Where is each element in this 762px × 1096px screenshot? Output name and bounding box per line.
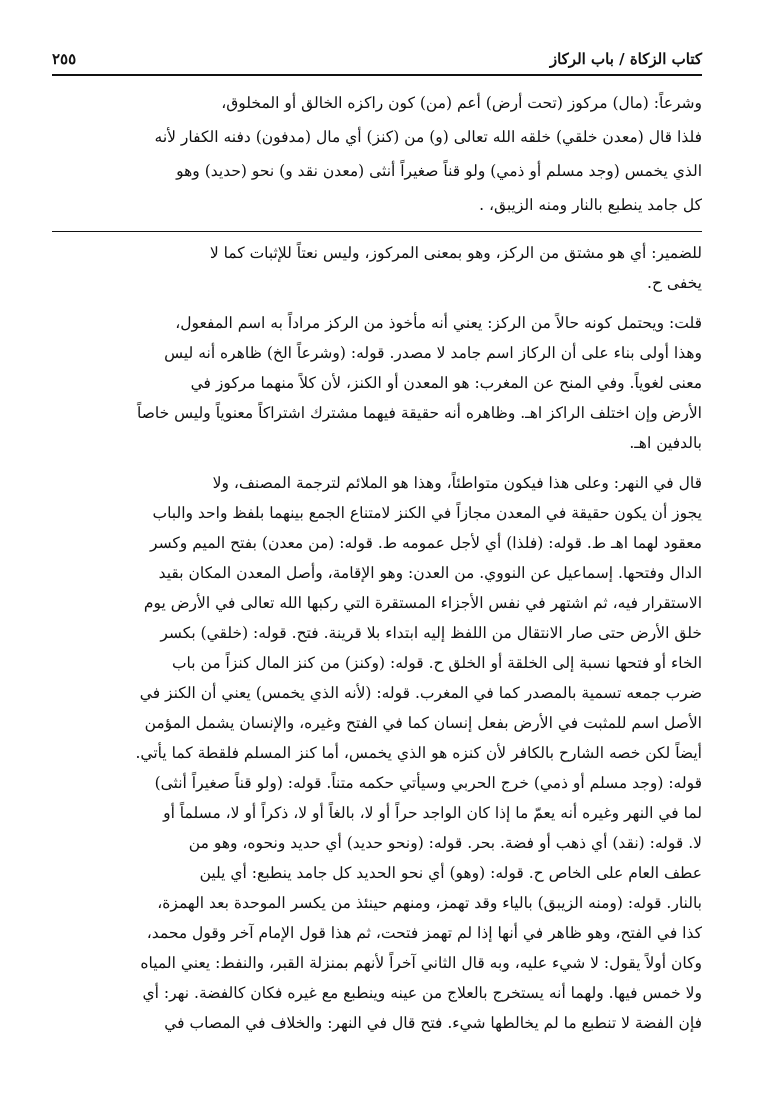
commentary-line: يجوز أن يكون حقيقة في المعدن مجازاً في الكنز لامتناع الجمع بينهما بلفظ واحد والباب [152,504,702,522]
commentary-line: قوله: (وجد مسلم أو ذمي) خرج الحربي وسيأتي حكمه متناً. قوله: (ولو قناً صغيراً أنثى) [154,774,702,792]
page-header [52,44,702,76]
main-text-line: فلذا قال (معدن خلقي) خلقه الله تعالى (و) من (كنز) أي مال (مدفون) دفنه الكفار لأنه [154,128,702,146]
section-divider [52,231,702,232]
commentary-line: بالنار. قوله: (ومنه الزيبق) بالياء وقد تهمز، ومنهم حينئذ من يكسر الموحدة بعد الهمزة، [157,894,702,912]
commentary-line: قال في النهر: وعلى هذا فيكون متواطئاً، وهذا هو الملائم لترجمة المصنف، ولا [212,474,702,492]
commentary-line: فإن الفضة لا تنطبع ما لم يخالطها شيء. فتح قال في النهر: والخلاف في المصاب في [164,1014,702,1032]
commentary-line: الأرض وإن اختلف الراكز اهـ. وظاهره أنه حقيقة فيهما مشترك اشتراكاً معنوياً وليس خاصاً [137,404,702,422]
commentary-line: للضمير: أي هو مشتق من الركز، وهو بمعنى المركوز، وليس نعتاً للإثبات كما لا [209,244,702,262]
commentary-line: الخاء أو فتحها نسبة إلى الخلقة أو الخلق ح. قوله: (وكنز) من كنز المال كنزاً من باب [171,654,702,672]
commentary-line: قلت: ويحتمل كونه حالاً من الركز: يعني أنه مأخوذ من الركز مراداً به اسم المفعول، [175,314,702,332]
commentary-line: خلق الأرض حتى صار الانتقال من اللفظ إليه ابتداء بلا قرينة. فتح. قوله: (خلقي) بكسر [160,624,702,642]
main-text [52,86,702,222]
commentary-paragraph [52,238,702,298]
commentary-line: بالدفين اهـ. [629,434,702,452]
commentary-line: ضرب جمعه تسمية بالمصدر كما في المغرب. قوله: (لأنه الذي يخمس) يعني أن الكنز في [139,684,702,702]
commentary-line: لا. قوله: (نقد) أي ذهب أو فضة. بحر. قوله: (ونحو حديد) أي حديد ونحوه، وهو من [188,834,702,852]
commentary-line: كذا في الفتح، وهو ظاهر في أنها إذا لم تهمز فتحت، ثم هذا قول الإمام آخر وقول محمد، [146,924,702,942]
commentary-line: ولا خمس فيها. ولهما أنه يستخرج بالعلاج من عينه وينطبع مع غيره فكان كالفضة. نهر: أي [142,984,702,1002]
commentary-paragraph [52,308,702,458]
main-text-line: الذي يخمس (وجد مسلم أو ذمي) ولو قناً صغيراً أنثى (معدن نقد و) نحو (حديد) وهو [176,162,702,180]
commentary-line: الدال وفتحها. إسماعيل عن النووي. من العدن: وهو الإقامة، وأصل المعدن المكان بقيد [158,564,702,582]
main-text-line: كل جامد ينطبع بالنار ومنه الزيبق، . [479,196,702,214]
commentary-line: يخفى ح. [647,274,702,292]
commentary-line: أيضاً لكن خصه الشارح بالكافر لأن كنزه هو الذي يخمس، أما كنز المسلم فلقطة كما يأتي. [135,744,702,762]
commentary [52,238,702,1048]
commentary-line: وهذا أولى بناء على أن الركاز اسم جامد لا مصدر. قوله: (وشرعاً الخ) ظاهره أنه ليس [164,344,702,362]
commentary-line: عطف العام على الخاص ح. قوله: (وهو) أي نحو الحديد كل جامد ينطبع: أي يلين [199,864,702,882]
commentary-line: الأصل اسم للمثبت في الأرض بفعل إنسان كما في الفتح وغيره، والإنسان يشمل المؤمن [144,714,702,732]
main-text-line: وشرعاً: (مال) مركوز (تحت أرض) أعم (من) كون راكزه الخالق أو المخلوق، [221,94,702,112]
commentary-line: لما في النهر وغيره أنه يعمّ ما إذا كان الواجد حراً أو لا، بالغاً أو لا، ذكراً أو لا، مسلماً أو [163,804,702,822]
running-head: كتاب الزكاة / باب الركاز [549,50,702,68]
page-number: ٢٥٥ [52,50,77,68]
commentary-paragraph [52,468,702,1038]
commentary-line: معنى لغوياً. وفي المنح عن المغرب: هو المعدن أو الكنز، لأن كلاً منهما مركوز في [190,374,702,392]
commentary-line: معقود لهما اهـ ط. قوله: (فلذا) أي لأجل عمومه ط. قوله: (من معدن) بفتح الميم وكسر [150,534,702,552]
commentary-line: وكان أولاً يقول: لا شيء عليه، وبه قال الثاني آخراً لأنهم بمنزلة القبر، والنفط: يعني المياه [140,954,702,972]
commentary-line: الاستقرار فيه، ثم اشتهر في نفس الأجزاء المستقرة التي ركبها الله تعالى في الأرض يوم [143,594,702,612]
